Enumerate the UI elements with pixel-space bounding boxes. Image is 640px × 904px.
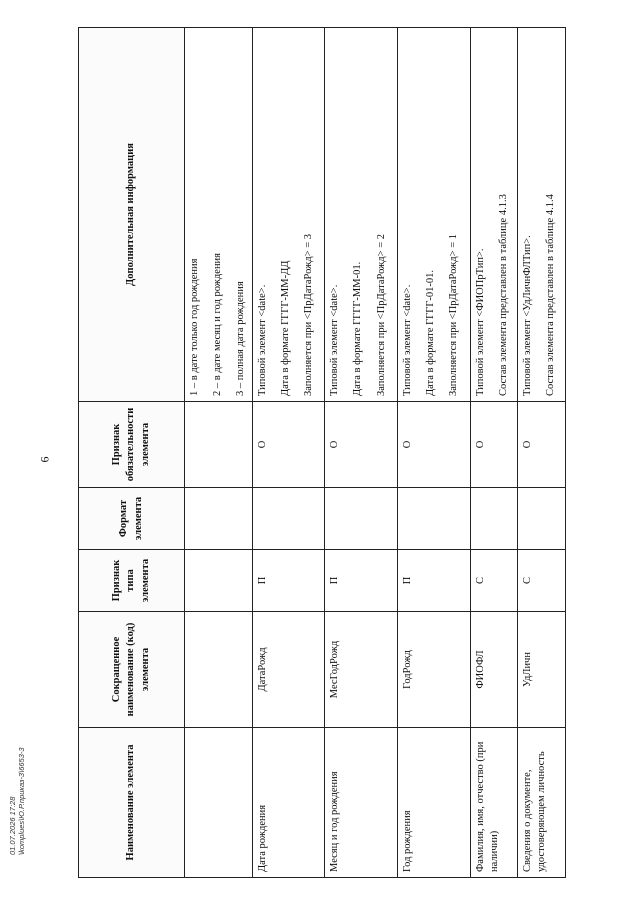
cell-type: С — [518, 550, 566, 612]
cell-required: О — [325, 402, 398, 488]
header-code: Сокращенное наименование (код) элемента — [79, 612, 185, 728]
table-header-row — [79, 28, 185, 878]
continuation-info — [185, 28, 253, 402]
info-line: Типовой элемент <УдЛичнФЛТип>. — [522, 235, 534, 396]
cell-name: Месяц и год рождения — [325, 728, 398, 878]
info-line: 2 – в дате месяц и год рождения — [212, 252, 224, 396]
info-line: Дата в формате ГГГГ-01-01. — [425, 269, 437, 396]
stamp-path: \komplues\Ю.Р.приказ-3\6653-3 — [17, 747, 26, 855]
cell-info — [470, 28, 518, 402]
cell-type: С — [470, 550, 518, 612]
cell-info — [518, 28, 566, 402]
cell-required: О — [518, 402, 566, 488]
table-row — [325, 28, 398, 878]
info-line: Заполняется при <ПрДатаРожд> = 2 — [375, 234, 387, 396]
cell-required: О — [397, 402, 470, 488]
table-row — [518, 28, 566, 878]
info-line: Типовой элемент <date>. — [256, 284, 268, 396]
cell-name: Фамилия, имя, отчество (при наличии) — [470, 728, 518, 878]
cell-required: О — [252, 402, 325, 488]
info-line: 1 – в дате только год рождения — [189, 258, 200, 396]
info-line: Типовой элемент <ФИОПрТип>. — [474, 248, 486, 396]
cell-type: П — [252, 550, 325, 612]
info-line: Дата в формате ГГГГ-ММ-01. — [352, 261, 364, 396]
cell-type: П — [397, 550, 470, 612]
info-line: Состав элемента представлен в таблице 4.1.3 — [497, 194, 509, 396]
cell-code: ГодРожд — [397, 612, 470, 728]
cell-code: ФИОФЛ — [470, 612, 518, 728]
cell-info — [325, 28, 398, 402]
table-row — [252, 28, 325, 878]
cell-name: Год рождения — [397, 728, 470, 878]
header-format: Формат элемента — [79, 488, 185, 550]
cell-name: Сведения о документе, удостоверяющем личность — [518, 728, 566, 878]
table-row — [470, 28, 518, 878]
elements-table — [78, 27, 566, 878]
info-line: Типовой элемент <date>. — [329, 284, 341, 396]
cell-format — [252, 488, 325, 550]
info-line: Заполняется при <ПрДатаРожд> = 3 — [302, 234, 314, 396]
print-stamp — [8, 747, 26, 855]
info-line: Дата в формате ГГГГ-ММ-ДД — [279, 260, 291, 396]
cell-code: МесГодРожд — [325, 612, 398, 728]
info-line: 3 – полная дата рождения — [235, 281, 247, 396]
cell-code: УдЛичн — [518, 612, 566, 728]
header-type: Признак типа элемента — [79, 550, 185, 612]
table-container — [78, 28, 566, 878]
cell-info — [397, 28, 470, 402]
cell-format — [325, 488, 398, 550]
stamp-date: 01.07.2026 17:28 — [8, 796, 17, 855]
header-info: Дополнительная информация — [79, 28, 185, 402]
header-name: Наименование элемента — [79, 728, 185, 878]
cell-required: О — [470, 402, 518, 488]
cell-type: П — [325, 550, 398, 612]
table-row — [397, 28, 470, 878]
cell-code: ДатаРожд — [252, 612, 325, 728]
info-line: Типовой элемент <date>. — [401, 284, 413, 396]
info-line: Состав элемента представлен в таблице 4.1.4 — [545, 194, 557, 396]
cell-format — [397, 488, 470, 550]
table-row-continuation — [185, 28, 253, 878]
cell-format — [470, 488, 518, 550]
page-number: 6 — [37, 456, 52, 463]
cell-name: Дата рождения — [252, 728, 325, 878]
info-line: Заполняется при <ПрДатаРожд> = 1 — [448, 234, 460, 396]
header-required: Признак обязательности элемента — [79, 402, 185, 488]
cell-info — [252, 28, 325, 402]
cell-format — [518, 488, 566, 550]
